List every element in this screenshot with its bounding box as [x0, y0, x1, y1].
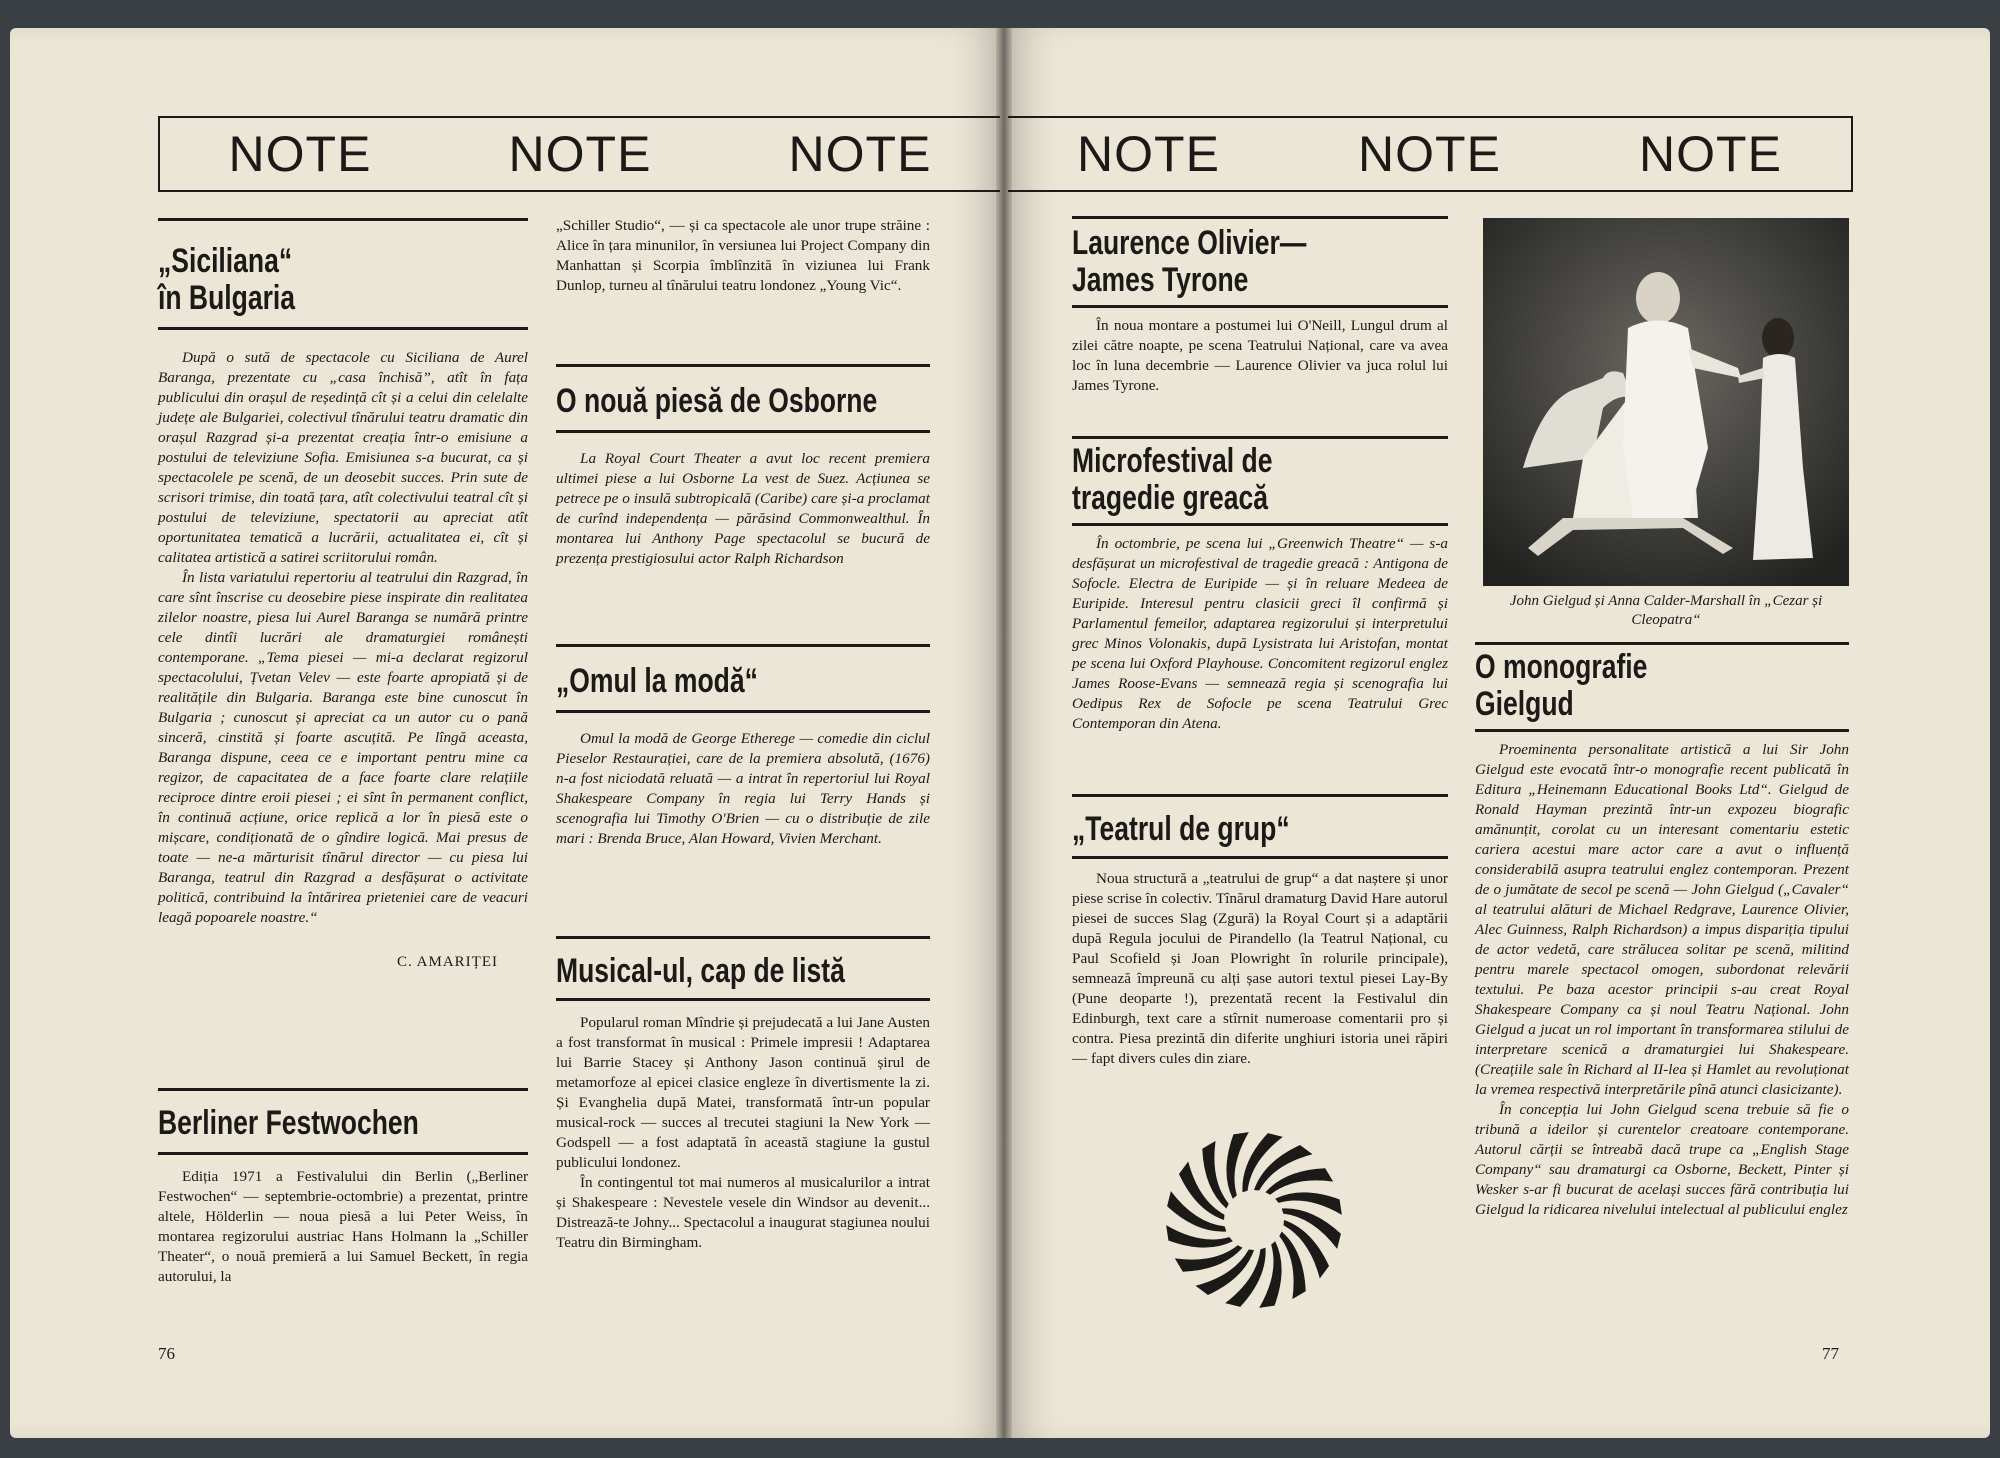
column-2-omul — [556, 644, 930, 849]
note-heading: NOTE — [1358, 126, 1501, 182]
spiral-wedge — [1265, 1168, 1333, 1194]
photo-gielgud-cezar-cleopatra — [1483, 218, 1849, 586]
note-heading: NOTE — [788, 126, 932, 182]
spiral-wedge — [1202, 1141, 1228, 1209]
article-paragraph: După o sută de spectacole cu Siciliana de Aurel Baranga, prezentate cu „casa închisă”, atît în fața publicului din orașul de reședință cît și a celui din celelalte județe ale Bulgariei, colectivul tînărului teatru dramatic din orașul Razgrad și-a prezentat creația într-o emisiune a postului de televiziune Sofia. Emisiunea s-a bucurat, ca și spectacolele pe scenă, de un deosebit succes. Prin sute de scrisori trimise, din toată țara, atît colectivului teatral cît și postului de televiziune, spectatorii au apreciat atît oportunitatea tematică a lucrării, actualitatea ei, cît și calitatea artistică a satirei scriitorului român. — [158, 349, 528, 566]
article-title: O monografie — [1475, 648, 1648, 686]
article-signature: C. AMARIȚEI — [397, 954, 498, 970]
spiral-wedge — [1279, 1231, 1305, 1299]
page-number-left: 76 — [158, 1344, 175, 1363]
note-heading: NOTE — [1077, 126, 1220, 182]
column-3-grup — [1072, 794, 1448, 1069]
column-1 — [158, 218, 528, 972]
stage-photo-image — [1483, 218, 1849, 586]
article-paragraph: În lista variatului repertoriu al teatrului din Razgrad, în care sînt înscrise cu deosebire piese inspirate din realitatea zilelor noastre, piesa lui Aurel Baranga se numără printre cele dintîi lucrări ale dramaturgiei românești contemporane. „Tema piesei — mi-a declarat regizorul spectacolului, Țvetan Velev — este foarte apropiată și de realitățile din Bulgaria. Baranga este bine cunoscut în Bulgaria ; cunoscut și apreciat ca un autor cu o pană sinceră, cinstită și foarte ascuțită. Pe lîngă aceasta, Baranga dispune, ceea ce e important pentru mine ca regizor, de capacitatea de a face foarte clare relațiile reciproce dintre eroii piesei ; ei sînt în permanent conflict, în continuă acțiune, orice replică a lor în piesă este o mișcare, condiționată de o gîndire logică. Mai presus de toate — ne-a mărturisit tînărul director — cu piesa lui Baranga, teatrul din Razgrad a desfășurat o activitate politică, contribuind la întărirea prieteniei care de veacuri leagă popoarele noastre.“ — [158, 569, 528, 926]
article-paragraph: Noua structură a „teatrului de grup“ a dat naștere și unor piese scrise în colectiv. Tînărul dramaturg David Hare autorul piesei de succes Slag (Zgură) la Royal Court și a adaptării după Regula jocului de Pirandello (la Teatrul Național, cu Paul Scofield și Joan Plowright în rolurile principale), semnează împreună cu alți șase autori textul piesei Lay-By (Pune deoparte !), prezentată recent la Festivalul din Edinburgh, text care a stîrnit numeroase comentarii pro și contra. Piesa prezintă din diferite unghiuri istoria unei răpiri — fapt divers cules din ziare. — [1072, 870, 1448, 1067]
article-paragraph: „Schiller Studio“, — și ca spectacole ale unor trupe străine : Alice în țara minunilor, în versiunea lui Project Company din Manhattan și Scorpia îmblînzită în viziunea lui Frank Dunlop, turneu al tînărului teatru londonez „Young Vic“. — [556, 217, 930, 294]
spiral-ornament-icon — [1162, 1128, 1346, 1312]
photo-caption: John Gielgud și Anna Calder-Marshall în „Cezar și Cleopatra“ — [1509, 593, 1823, 628]
article-title: tragedie greacă — [1072, 479, 1269, 517]
article-paragraph: În octombrie, pe scena lui „Greenwich Theatre“ — s-a desfășurat un microfestival de tragedie greacă : Antigona de Sofocle. Electra de Euripide — și în reluare Medeea de Euripide. Interesul pentru clasicii greci îl confirmă și Parlamentul femeilor, adaptarea regizorului și interpretului grec Minos Volonakis, după Lysistrata lui Aristofan, montat pe scena lui Oxford Playhouse. Concomitent regizorul englez James Roose-Evans — semnează regia și scenografia lui Oedipus Rex de Sofocle pe scena Teatrului Grec Contemporan din Atena. — [1072, 535, 1448, 732]
column-2-osborne — [556, 364, 930, 569]
column-3-microfestival — [1072, 436, 1448, 734]
article-title: Berliner Festwochen — [158, 1104, 419, 1142]
note-header-band-left — [158, 116, 1000, 192]
column-2 — [556, 216, 930, 296]
article-title: Microfestival de — [1072, 442, 1273, 480]
article-paragraph: La Royal Court Theater a avut loc recent premiera ultimei piese a lui Osborne La vest de Suez. Acțiunea se petrece pe o insulă subtropicală (Caribe) care și-a proclamat de curînd independența — părăsind Commonwealthul. În montarea lui Anthony Page spectacolul se bucură de prezența prestigiosului actor Ralph Richardson — [556, 450, 930, 567]
spiral-wedge — [1175, 1245, 1243, 1271]
note-heading: NOTE — [228, 126, 372, 182]
article-paragraph: În noua montare a postumei lui O'Neill, Lungul drum al zilei către noapte, pe scena Teatrului Național, care va avea loc în luna decembrie — Laurence Olivier va juca rolul lui James Tyrone. — [1072, 317, 1448, 394]
article-title: în Bulgaria — [158, 279, 296, 317]
article-title: „Omul la modă“ — [556, 662, 758, 700]
column-3-olivier — [1072, 216, 1448, 396]
column-2-musical — [556, 936, 930, 1253]
page-number-right: 77 — [1822, 1344, 1839, 1363]
article-title: „Teatrul de grup“ — [1072, 810, 1290, 848]
article-title: Laurence Olivier— — [1072, 224, 1307, 262]
note-header-band-right — [1008, 116, 1853, 192]
column-1-bottom — [158, 1088, 528, 1287]
article-paragraph: Ediția 1971 a Festivalului din Berlin („Berliner Festwochen“ — septembrie-octombrie) a prezentat, printre altele, Hölderlin — noua piesă a lui Peter Weiss, în montarea regizorului austriac Hans Holmann la „Schiller Theater“, o nouă premieră a lui Samuel Beckett, în regia autorului, la — [158, 1168, 528, 1285]
column-4-gielgud — [1475, 642, 1849, 1220]
note-heading: NOTE — [1639, 126, 1782, 182]
article-paragraph: Omul la modă de George Etherege — comedie din ciclul Pieselor Restaurației, care de la premiera absolută, (1676) n-a fost niciodată reluată — a intrat în repertoriul lui Royal Shakespeare Company în regia lui Terry Hands și scenografia lui Timothy O'Brien — cu o distribuție de zile mari : Brenda Bruce, Alan Howard, Vivien Merchant. — [556, 730, 930, 847]
article-title: James Tyrone — [1072, 261, 1249, 299]
article-title: „Siciliana“ — [158, 242, 293, 280]
note-heading: NOTE — [508, 126, 652, 182]
book-gutter — [996, 28, 1012, 1438]
article-paragraph: În concepția lui John Gielgud scena trebuie să fie o tribună a ideilor și curentelor creatoare contemporane. Autorul cărții se întreabă dacă trupe ca „English Stage Company“ sau dramaturgi ca Osborne, Beckett, Pinter și Wesker s-ar fi bucurat de același succes fără contribuția lui Gielgud la ridicarea nivelului intelectual al publicului englez — [1475, 1101, 1849, 1218]
article-title: Gielgud — [1475, 685, 1574, 723]
article-title: O nouă piesă de Osborne — [556, 382, 878, 420]
article-paragraph: Popularul roman Mîndrie și prejudecată a lui Jane Austen a fost transformat în musical : Primele impresii ! Adaptarea lui Barrie Stacey și Anthony Jason continuă șirul de metamorfoze al epicei clasice engleze în divertismente la zi. Și Evanghelia după Matei, transformată într-un popular musical-rock — succes al trecutei stagiuni la New York — Godspell — a fost adaptată în această stagiune la gustul publicului londonez. — [556, 1014, 930, 1171]
article-paragraph: În contingentul tot mai numeros al musicalurilor a intrat și Shakespeare : Nevestele vesele din Windsor au devenit... Distrează-te Johny... Spectacolul a inaugurat stagiunea noului Teatru din Birmingham. — [556, 1174, 930, 1251]
article-title: Musical-ul, cap de listă — [556, 952, 845, 990]
article-paragraph: Proeminenta personalitate artistică a lui Sir John Gielgud este evocată într-o monografie recent publicată în Editura „Heinemann Educational Books Ltd“. Gielgud de Ronald Hayman prezintă într-un expozeu biografic amănunțit, corolat cu un interesant comentariu estetic cariera acestui mare actor care a avut o influență considerabilă asupra teatrului englez contemporan. Prezent de o jumătate de secol pe scenă — John Gielgud („Cavaler“ al teatrului alături de Michael Redgrave, Laurence Olivier, Alec Guinness, Ralph Richardson) a impus dispariția tipului de actor vedetă, care strălucea solitar pe scenă, militind pentru marele spectacol omogen, subordonat relevării textului. Pe baza acestor principii s-au creat Royal Shakespeare Company ca și noul Teatru Național. John Gielgud a jucat un rol important în transformarea stilului de interpretare scenică a dramaturgiei lui Shakespeare. (Creațiile sale în Richard al II-lea și Hamlet au revoluționat la vremea respectivă interpretările pînă atunci clasicizante). — [1475, 741, 1849, 1098]
